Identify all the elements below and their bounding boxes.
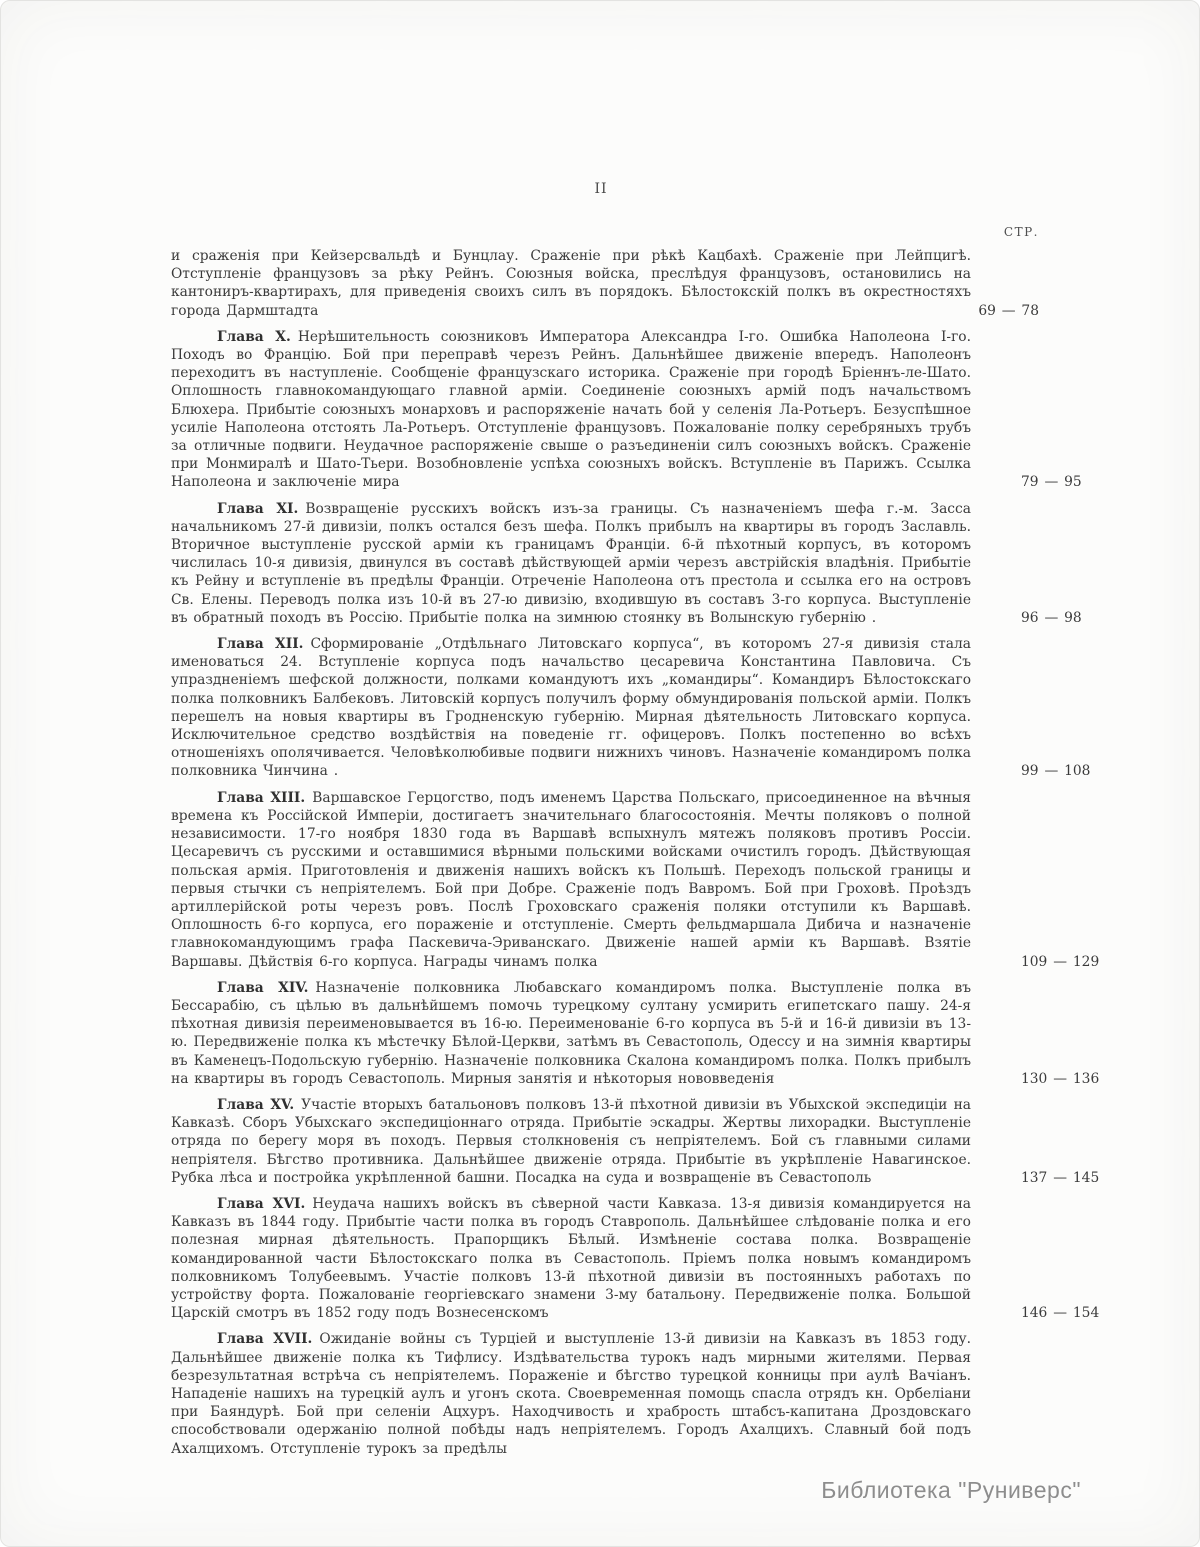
chapter-label: Глава XVII. bbox=[217, 1331, 313, 1348]
chapter-summary: Нерѣшительность союзниковъ Императора Александра I-го. Ошибка Наполеона I-го. Походъ во Францію. Бой при переправѣ черезъ Рейнъ. Дальнѣйшее движеніе впередъ. Наполеонъ переходитъ въ наступленіе. Сообщеніе французскаго историка. Сраженіе при городѣ Бріеннъ-ле-Шато. Оплошность главнокомандующаго главной арміи. Соединеніе союзныхъ армій подъ начальствомъ Блюхера. Прибытіе союзныхъ монарховъ и распоряженіе начать бой у селенія Ла-Ротьеръ. Безуспѣшное усиліе Наполеона отстоять Ла-Ротьеръ. Отступленіе французовъ. Пожалованіе полку серебряныхъ трубъ за отличные подвиги. Неудачное распоряженіе свыше о разъединеніи силъ союзныхъ войскъ. Сраженіе при Монмиралѣ и Шато-Тьери. Возобновленіе успѣха союзныхъ войскъ. Вступленіе въ Парижъ. Ссылка Наполеона и заключеніе мира bbox=[171, 328, 972, 491]
page-range: 96 — 98 bbox=[1021, 609, 1082, 626]
toc-entry bbox=[171, 1195, 1100, 1322]
toc-entry bbox=[171, 979, 1100, 1088]
page-column-label: СТР. bbox=[1003, 225, 1039, 239]
chapter-summary: Сформированіе „Отдѣльнаго Литовскаго корпуса“, въ которомъ 27-я дивизія стала именоваться 24. Вступленіе корпуса подъ начальство цесаревича Константина Павловича. Съ упраздненіемъ шефской должности, полками командуютъ ихъ „командиры“. Командиръ Бѣлостокскаго полка полковникъ Балбековъ. Литовскій корпусъ получилъ форму обмундированія польской арміи. Полкъ перешелъ на новыя квартиры въ Гродненскую губернію. Мирная дѣятельность Литовскаго корпуса. Исключительное средство воздѣйствія на поведеніе гг. офицеровъ. Полкъ постепенно во всѣхъ отношеніяхъ ополячивается. Человѣколюбивые подвиги нижнихъ чиновъ. Назначеніе командиромъ полка полковника Чинчина . bbox=[171, 636, 971, 780]
chapter-label: Глава XIV. bbox=[217, 979, 309, 996]
watermark: Библиотека "Руниверс" bbox=[821, 1477, 1081, 1503]
table-of-contents bbox=[171, 247, 1100, 1466]
toc-entry bbox=[171, 635, 1091, 781]
toc-entry bbox=[171, 1330, 1039, 1457]
chapter-label: Глава XVI. bbox=[217, 1195, 306, 1212]
toc-entry bbox=[171, 328, 1082, 492]
page-range: 99 — 108 bbox=[1021, 763, 1091, 780]
page-range: 79 — 95 bbox=[1021, 474, 1082, 491]
chapter-summary: Ожиданіе войны съ Турціей и выступленіе 13-й дивизіи на Кавказъ въ 1853 году. Дальнѣйшее движеніе полка къ Тифлису. Издѣвательства турокъ надъ мирными жителями. Первая безрезультатная встрѣча съ непріятелемъ. Пораженіе и бѣгство турецкой конницы при аулѣ Вачіанъ. Нападеніе нашихъ на турецкій аулъ и угонъ скота. Своевременная помощь спасла отрядъ кн. Орбеліани при Баяндурѣ. Бой при селеніи Ацхуръ. Находчивость и храбрость штабсъ-капитана Дроздовскаго способствовали одержанію полной побѣды надъ непріятелемъ. Городъ Ахалцихъ. Славный бой подъ Ахалцихомъ. Отступленіе турокъ за предѣлы bbox=[171, 1331, 971, 1457]
page-range: 146 — 154 bbox=[1021, 1305, 1100, 1322]
chapter-label: Глава XI. bbox=[217, 500, 299, 517]
chapter-summary: Варшавское Герцогство, подъ именемъ Царства Польскаго, присоединенное на вѣчныя времена къ Россійской Имперіи, достигаетъ значительнаго благосостоянія. Мечты поляковъ о полной независимости. 17-го ноября 1830 года въ Варшавѣ вспыхнулъ мятежъ поляковъ противъ Россіи. Цесаревичъ съ русскими и оставшимися вѣрными польскими войсками очистилъ городъ. Дѣйствующая польская армія. Приготовленія и движенія нашихъ войскъ къ Польшѣ. Переходъ польской границы и первыя стычки съ непріятелемъ. Бой при Добре. Сраженіе подъ Вавромъ. Бой при Гроховѣ. Проѣздъ артиллерійской роты черезъ ровъ. Послѣ Гроховскаго сраженія поляки отступили къ Варшавѣ. Оплошность 6-го корпуса, его пораженіе и отступленіе. Смерть фельдмаршала Дибича и назначеніе главнокомандующимъ графа Паскевича-Эриванскаго. Движеніе нашей арміи къ Варшавѣ. Взятіе Варшавы. Дѣйствія 6-го корпуса. Награды чинамъ полка bbox=[171, 789, 971, 970]
chapter-summary: Неудача нашихъ войскъ въ сѣверной части Кавказа. 13-я дивизія командируется на Кавказъ въ 1844 году. Прибытіе части полка въ городъ Ставрополь. Дальнѣйшее слѣдованіе полка и его полезная мирная дѣятельность. Прапорщикъ Бѣлый. Измѣненіе состава полка. Возвращеніе командированной части Бѣлостокскаго полка въ Севастополь. Пріемъ полка новымъ командиромъ полковникомъ Толубеевымъ. Участіе полковъ 13-й пѣхотной дивизіи въ постоянныхъ работахъ по устройству форта. Пожалованіе георгіевскаго знамени 3-му батальону. Передвиженіе полка. Большой Царскій смотръ въ 1852 году подъ Вознесенскомъ bbox=[171, 1195, 971, 1322]
chapter-label: Глава XII. bbox=[217, 636, 304, 653]
page-number: II bbox=[594, 181, 608, 197]
toc-entry bbox=[171, 500, 1082, 627]
toc-entry bbox=[171, 1096, 1100, 1187]
page-range: 109 — 129 bbox=[1021, 953, 1100, 970]
chapter-summary: Возвращеніе русскихъ войскъ изъ-за границы. Съ назначеніемъ шефа г.-м. Засса начальникомъ 27-й дивизіи, полкъ остался безъ шефа. Полкъ прибылъ на квартиры въ городъ Заславль. Вторичное выступленіе русской арміи къ границамъ Франціи. 6-й пѣхотный корпусъ, въ которомъ числилась 10-я дивизія, двинулся въ составѣ дѣйствующей арміи черезъ австрійскія владѣнія. Прибытіе къ Рейну и вступленіе въ предѣлы Франціи. Отреченіе Наполеона отъ престола и ссылка его на островъ Св. Елены. Переводъ полка изъ 10-й въ 27-ю дивизію, входившую въ составъ 3-го корпуса. Выступленіе въ обратный походъ въ Россію. Прибытіе полка на зимнюю стоянку въ Волынскую губернію . bbox=[171, 500, 971, 626]
chapter-summary: и сраженія при Кейзерсвальдѣ и Бунцлау. Сраженіе при рѣкѣ Кацбахѣ. Сраженіе при Лейпцигѣ. Отступленіе французовъ за рѣку Рейнъ. Союзныя войска, преслѣдуя французовъ, остановились на кантониръ-квартирахъ, для приведенія своихъ силъ въ порядокъ. Бѣлостокскій полкъ въ окрестностяхъ города Дармштадта bbox=[171, 248, 971, 319]
chapter-label: Глава X. bbox=[217, 328, 291, 345]
page-range: 69 — 78 bbox=[978, 302, 1039, 319]
page-range: 137 — 145 bbox=[1021, 1169, 1100, 1186]
chapter-summary: Назначеніе полковника Любавскаго командиромъ полка. Выступленіе полка въ Бессарабію, съ цѣлью въ дальнѣйшемъ помочь турецкому султану усмирить египетскаго пашу. 24-я пѣхотная дивизія переименовывается въ 16-ю. Переименованіе 6-го корпуса въ 5-й и 16-й дивизіи въ 13-ю. Передвиженіе полка къ мѣстечку Бѣлой-Церкви, затѣмъ въ Севастополь, Одессу и на зимнія квартиры въ Каменецъ-Подольскую губернію. Назначеніе полковника Скалона командиромъ полка. Полкъ прибылъ на квартиры въ городъ Севастополь. Мирныя занятія и нѣкоторыя нововведенія bbox=[171, 979, 971, 1087]
page-range: 130 — 136 bbox=[1021, 1070, 1100, 1087]
chapter-label: Глава XIII. bbox=[217, 789, 306, 806]
chapter-summary: Участіе вторыхъ батальоновъ полковъ 13-й пѣхотной дивизіи въ Убыхской экспедиціи на Кавказѣ. Сборъ Убыхскаго экспедиціоннаго отряда. Прибытіе эскадры. Жертвы лихорадки. Выступленіе отряда по берегу моря въ походъ. Первыя столкновенія съ непріятелемъ. Бой съ главными силами непріятеля. Бѣгство противника. Дальнѣйшее движеніе отряда. Прибытіе въ укрѣпленіе Навагинское. Рубка лѣса и постройка укрѣпленной башни. Посадка на суда и возвращеніе въ Севастополь bbox=[171, 1096, 971, 1186]
toc-entry bbox=[171, 247, 1039, 320]
chapter-label: Глава XV. bbox=[217, 1096, 295, 1113]
toc-entry bbox=[171, 789, 1100, 971]
